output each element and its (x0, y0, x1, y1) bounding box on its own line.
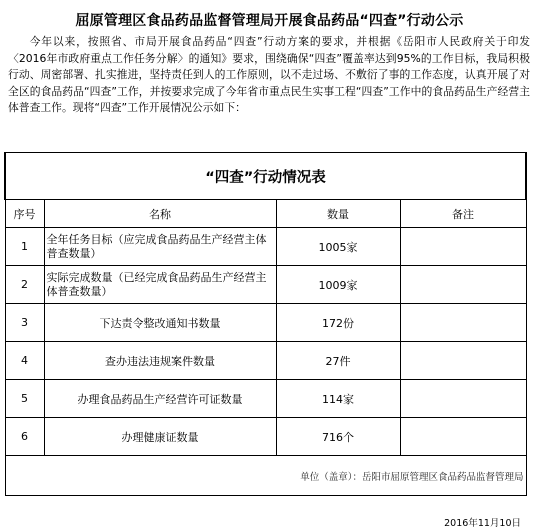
row-qty: 27件 (276, 342, 400, 380)
table-caption: “四查”行动情况表 (5, 153, 526, 200)
row-name: 办理食品药品生产经营许可证数量 (44, 380, 276, 418)
row-note (400, 266, 526, 304)
table-header-row (5, 200, 526, 228)
row-note (400, 228, 526, 266)
row-qty: 1005家 (276, 228, 400, 266)
header-note: 备注 (400, 200, 526, 228)
intro-paragraph: 今年以来，按照省、市局开展食品药品“四查”行动方案的要求，并根据《岳阳市人民政府关于印发〈2016年市政府重点工作任务分解〉的通知》要求，围绕确保“四查”覆盖率达到95%的工作目标，我局积极行动、周密部署、扎实推进，坚持责任到人的工作原则，以不走过场、不敷衍了事的工作态度，认真开展了对全区的食品药品“四查”工作，并按要求完成了今年省市重点民生实事工程“四查”工作中的食品药品生产经营主体普查工作。现将“四查”工作开展情况公示如下： (8, 35, 530, 114)
table-row (5, 228, 526, 266)
row-name: 下达责令整改通知书数量 (44, 304, 276, 342)
table-row (5, 342, 526, 380)
row-no: 6 (5, 418, 44, 456)
row-note (400, 380, 526, 418)
issuing-unit: 单位（盖章）：岳阳市屈原管理区食品药品监督管理局 (5, 456, 526, 496)
row-no: 2 (5, 266, 44, 304)
header-no: 序号 (5, 200, 44, 228)
table-row (5, 304, 526, 342)
document-title: 屈原管理区食品药品监督管理局开展食品药品“四查”行动公示 (75, 13, 464, 29)
row-no: 4 (5, 342, 44, 380)
row-note (400, 304, 526, 342)
header-qty: 数量 (276, 200, 400, 228)
publish-date: 2016年11月10日 (444, 518, 521, 529)
header-name: 名称 (44, 200, 276, 228)
row-name: 查办违法违规案件数量 (44, 342, 276, 380)
row-no: 5 (5, 380, 44, 418)
row-name: 全年任务目标（应完成食品药品生产经营主体普查数量） (44, 228, 276, 266)
row-note (400, 418, 526, 456)
row-name: 办理健康证数量 (44, 418, 276, 456)
row-qty: 716个 (276, 418, 400, 456)
table-footer-row (5, 456, 526, 496)
table-caption-row (5, 153, 526, 200)
row-name: 实际完成数量（已经完成食品药品生产经营主体普查数量） (44, 266, 276, 304)
row-qty: 172份 (276, 304, 400, 342)
table-row (5, 266, 526, 304)
table-row (5, 380, 526, 418)
summary-table (4, 152, 527, 496)
row-qty: 114家 (276, 380, 400, 418)
row-note (400, 342, 526, 380)
row-no: 3 (5, 304, 44, 342)
row-qty: 1009家 (276, 266, 400, 304)
row-no: 1 (5, 228, 44, 266)
table-row (5, 418, 526, 456)
